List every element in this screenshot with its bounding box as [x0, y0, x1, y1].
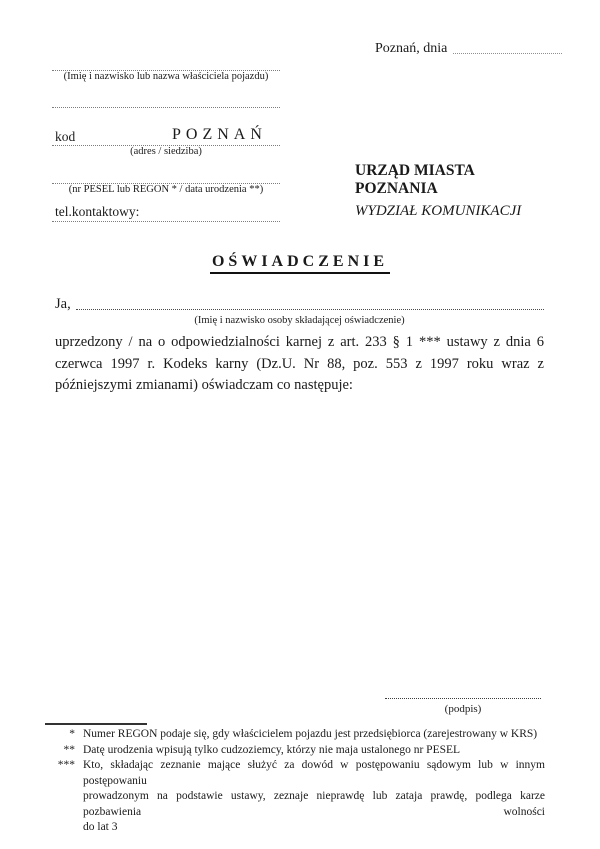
pesel-caption: (nr PESEL lub REGON * / data urodzenia **)	[68, 184, 264, 195]
signature-block	[385, 690, 541, 715]
owner-name-line	[52, 62, 280, 71]
signature-caption: (podpis)	[444, 703, 482, 715]
postal-code-label: kod	[55, 129, 76, 144]
phone-label: tel.kontaktowy:	[55, 204, 140, 219]
declarant-name-caption: (Imię i nazwisko osoby składającej oświadczenie)	[194, 315, 405, 326]
declaration-title: OŚWIADCZENIE	[210, 253, 390, 274]
footnote-marker: **	[63, 743, 75, 756]
paragraph-line: późniejszymi zmianami) oświadczam co następuje:	[55, 377, 353, 393]
paragraph-line: uprzedzony / na o odpowiedzialności karnej z art. 233 § 1 *** ustawy z dnia 6	[55, 334, 544, 350]
footnote-text-line: prowadzonym na podstawie ustawy, zeznaje nieprawdę lub zataja prawdę, podlega karze pozbawienia wolności	[83, 790, 545, 818]
footnote-marker: ***	[57, 759, 75, 771]
office-name-line2: POZNANIA	[355, 179, 438, 197]
pesel-line	[52, 175, 280, 184]
owner-name-caption: (Imię i nazwisko lub nazwa właściciela pojazdu)	[63, 71, 269, 82]
footnotes	[45, 727, 545, 836]
footnote-text-line: Kto, składając zeznanie mające służyć za dowód w postępowaniu sądowym lub w innym postępowaniu	[83, 759, 545, 787]
footnote-separator	[45, 723, 147, 725]
office-name-line1: URZĄD MIASTA	[355, 162, 475, 179]
address-caption: (adres / siedziba)	[130, 146, 202, 157]
footnote-row	[45, 758, 545, 836]
declarant-label: Ja,	[55, 296, 71, 312]
date-row	[375, 41, 562, 57]
footnote-row	[45, 727, 545, 743]
footnote-text: Numer REGON podaje się, gdy właścicielem pojazdu jest przedsiębiorca (zarejestrowany w KRS)	[83, 728, 538, 740]
date-fill-line	[453, 41, 562, 54]
footnote-text-line: do lat 3	[83, 821, 118, 833]
paragraph-line: czerwca 1997 r. Kodeks karny (Dz.U. Nr 88, poz. 553 z 1997 roku wraz z	[55, 355, 544, 372]
department-name: WYDZIAŁ KOMUNIKACJI	[355, 203, 522, 219]
footnote-text	[83, 758, 545, 836]
phone-line	[52, 213, 280, 222]
declaration-paragraph	[55, 332, 544, 397]
declaration-body	[55, 296, 544, 397]
address-line-2	[52, 137, 280, 146]
declaration-title-wrap	[0, 253, 600, 274]
signature-line	[385, 690, 541, 699]
footnote-row	[45, 743, 545, 759]
declarant-row	[55, 296, 544, 313]
declarant-name-line	[76, 296, 544, 310]
city-name: POZNAŃ	[172, 126, 267, 143]
footnote-marker: *	[69, 728, 75, 740]
footnote-text: Datę urodzenia wpisują tylko cudzoziemcy, którzy nie maja ustalonego nr PESEL	[83, 743, 461, 756]
address-line-1	[52, 99, 280, 108]
office-name	[355, 162, 475, 197]
date-label: Poznań, dnia	[375, 41, 448, 56]
